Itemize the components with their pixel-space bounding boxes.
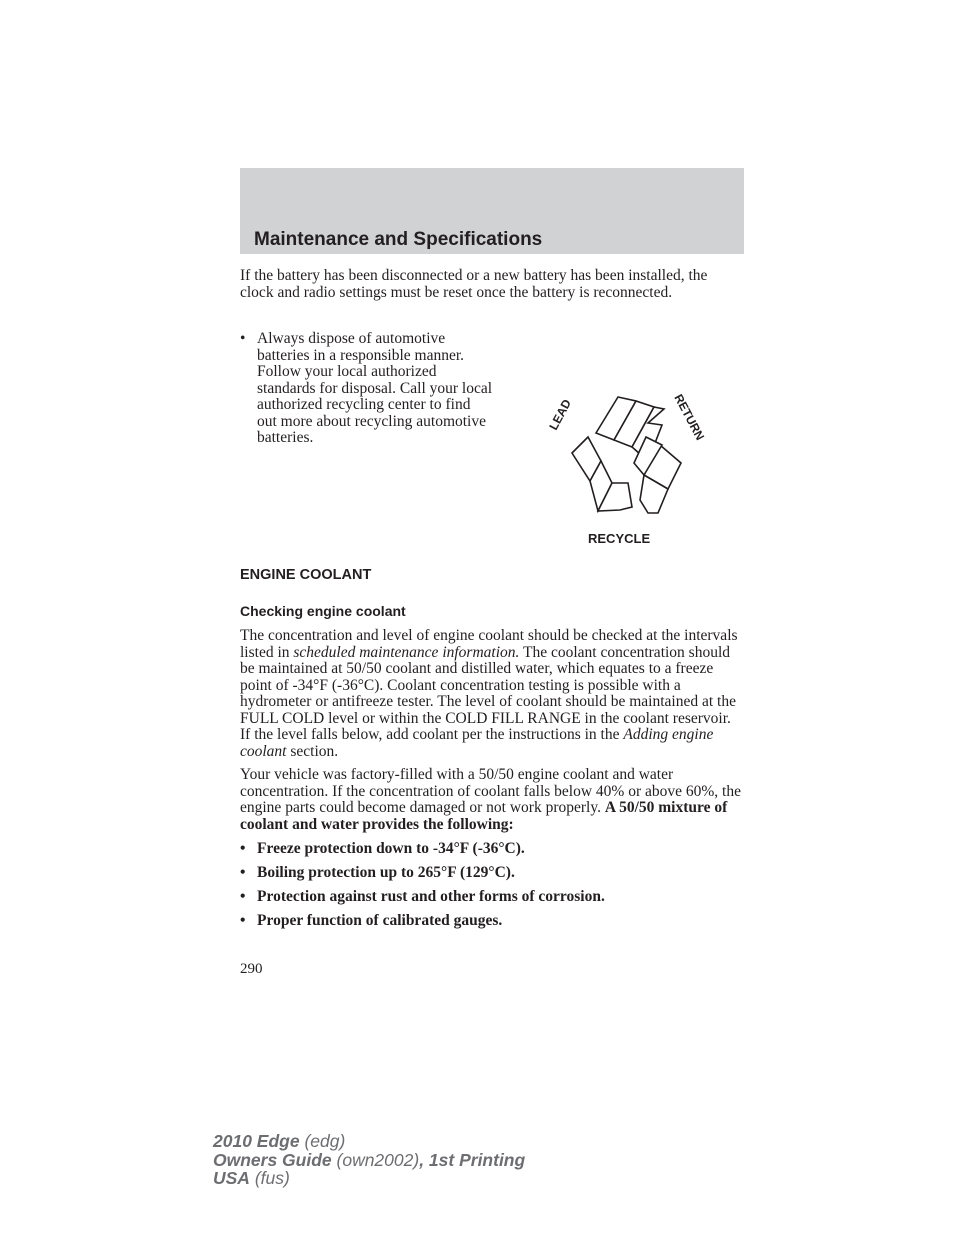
list-item-text: Proper function of calibrated gauges. [257,912,503,929]
page-section-title: Maintenance and Specifications [254,229,543,250]
section-header-band [240,168,744,254]
bullet-symbol: • [240,864,246,881]
footer-line-2: Owners Guide (own2002), 1st Printing [213,1149,526,1170]
bullet-symbol: • [240,840,246,857]
checking-coolant-subheading: Checking engine coolant [240,603,406,619]
page-content [240,268,744,937]
footer-line-1: 2010 Edge (edg) [213,1131,346,1151]
recycle-arrows-icon [536,385,716,545]
battery-disposal-block [240,331,744,547]
list-item-text: Boiling protection up to 265°F (129°C). [257,864,515,881]
list-item [240,913,744,930]
recycle-label-bottom: RECYCLE [588,531,651,545]
list-item [240,331,493,447]
coolant-paragraph-2: Your vehicle was factory-filled with a 50/50 engine coolant and water concentration. If the concentration of coolant falls below 40% or above 60%, the engine parts could become damaged or not work properly. A 50/50 mixture of coolant and water provides the following: [240,766,741,833]
list-item-text: Freeze protection down to -34°F (-36°C). [257,840,525,857]
recycle-logo [536,385,716,545]
bullet-symbol: • [240,888,246,905]
bullet-symbol: • [240,912,246,929]
footer-line-3: USA (fus) [213,1168,290,1188]
coolant-benefits-list [240,841,744,930]
list-item [240,889,744,906]
battery-disposal-text: Always dispose of automotive batteries in a responsible manner. Follow your local authorized standards for disposal. Call your local authorized recycling center to find out more about recycling automotive batteries. [257,330,493,446]
list-item-text: Protection against rust and other forms of corrosion. [257,888,605,905]
recycle-label-right: RETURN [671,391,708,443]
page-number: 290 [240,961,263,977]
list-item [240,841,744,858]
list-item [240,865,744,882]
intro-paragraph: If the battery has been disconnected or a new battery has been installed, the clock and radio settings must be reset once the battery is reconnected. [240,267,708,301]
recycle-label-left: LEAD [546,396,574,433]
coolant-paragraph-1: The concentration and level of engine coolant should be checked at the intervals listed in scheduled maintenance information. The coolant concentration should be maintained at 50/50 coolant and distilled water, which equates to a freeze point of -34°F (-36°C). Coolant concentration testing is possible with a hydrometer or antifreeze tester. The level of coolant should be maintained at the FULL COLD level or within the COLD FILL RANGE in the coolant reservoir. If the level falls below, add coolant per the instructions in the Adding engine coolant section. [240,627,738,760]
bullet-symbol: • [240,330,246,347]
engine-coolant-heading: ENGINE COOLANT [240,567,372,583]
document-footer [213,1132,525,1188]
